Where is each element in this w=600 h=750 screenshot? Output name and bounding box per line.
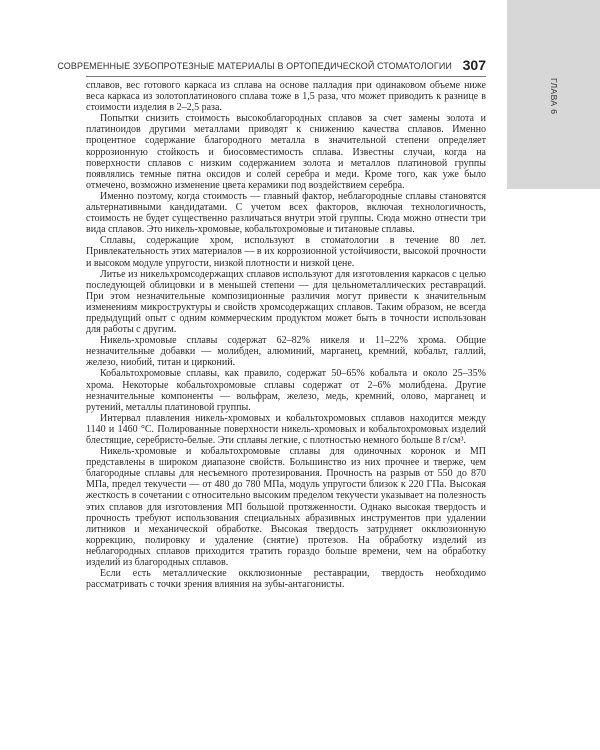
chapter-tab (507, 0, 600, 189)
body-text (86, 80, 486, 590)
chapter-tab-label: ГЛАВА 6 (549, 78, 559, 115)
paragraph: сплавов, вес готового каркаса из сплава на основе палладия при одинаковом объеме ниже веса каркаса из золотоплатинового сплава тоже в 1,5 раза, что может приводить к разнице в стоимости изделия в 2–2,5 раза. (86, 80, 486, 114)
paragraph: Сплавы, содержащие хром, используют в стоматологии в течение 80 лет. Привлекательность этих материалов — в их коррозионной устойчивости, высокой прочности и высоком модуле упругости, низкой плотности и низкой цене. (86, 235, 486, 269)
page-number: 307 (462, 57, 486, 73)
paragraph: Именно поэтому, когда стоимость — главный фактор, неблагородные сплавы становятся альтернативными кандидатами. С учетом всех факторов, включая технологичность, стоимость не будет существенно различаться внутри этой группы. Сюда можно отнести три вида сплавов. Это никель-хромовые, кобальтохромовые и титановые сплавы. (86, 190, 486, 236)
paragraph: Литье из никельхромсодержащих сплавов используют для изготовления каркасов с целью последующей облицовки и в меньшей степени — для цельнометаллических реставраций. При этом незначительные композиционные различия могут привести к значительным изменениям микроструктуры и свойств хромсодержащих сплавов. Таким образом, не всегда предыдущий опыт с одним коммерческим продуктом может быть в точности использован для работы с другим. (86, 268, 486, 336)
running-header-title: СОВРЕМЕННЫЕ ЗУБОПРОТЕЗНЫЕ МАТЕРИАЛЫ В ОРТОПЕДИЧЕСКОЙ СТОМАТОЛОГИИ (57, 61, 452, 71)
paragraph: Никель-хромовые сплавы содержат 62–82% никеля и 11–22% хрома. Общие незначительные добавки — молибден, алюминий, марганец, кремний, кобальт, галлий, железо, ниобий, титан и цирконий. (86, 335, 486, 369)
paragraph: Попытки снизить стоимость высокоблагородных сплавов за счет замены золота и платиноидов другими металлами приводят к снижению качества сплавов. Именно процентное содержание благородного металла в значительной степени определяет коррозионную стойкость и биосовместимость сплава. Известны случаи, когда на поверхности сплавов с низким содержанием золота и металлов платиновой группы появлялись темные пятна оксидов и солей серебра и меди. Кроме того, как уже было отмечено, возможно изменение цвета керамики под воздействием серебра. (86, 113, 486, 191)
paragraph: Никель-хромовые и кобальтохромовые сплавы для одиночных коронок и МП представлены в широком диапазоне свойств. Большинство из них прочнее и тверже, чем благородные сплавы для несъемного протезирования. Прочность на разрыв от 550 до 870 МПа, предел текучести — от 480 до 780 МПа, модуль упругости близок к 220 ГПа. Высокая жесткость в сочетании с относительно высоким пределом текучести указывает на полезность этих сплавов для изготовления МП большой протяженности. Однако высокая твердость и прочность требуют использования специальных абразивных инструментов при удалении литников и механической обработке. Высокая твердость затрудняет окклюзионную коррекцию, полировку и удаление (снятие) протезов. На обработку изделий из неблагородных сплавов приходится тратить гораздо больше времени, чем на обработку изделий из благородных сплавов. (86, 446, 486, 569)
paragraph: Если есть металлические окклюзионные реставрации, твердость необходимо рассматривать с точки зрения влияния на зубы-антагонисты. (86, 568, 486, 591)
running-header (57, 52, 486, 77)
paragraph: Кобальтохромовые сплавы, как правило, содержат 50–65% кобальта и около 25–35% хрома. Некоторые кобальтохромовые сплавы содержат от 2–6% молибдена. Другие незначительные компоненты — вольфрам, железо, медь, кремний, олово, марганец и рутений, металлы платиновой группы. (86, 368, 486, 413)
paragraph: Интервал плавления никель-хромовых и кобальтохромовых сплавов находится между 1140 и 1460 °С. Полированные поверхности никель-хромовых и кобальтохромовых изделий блестящие, серебристо-белые. Эти сплавы легкие, с плотностью немного больше 8 г/см³. (86, 412, 486, 446)
